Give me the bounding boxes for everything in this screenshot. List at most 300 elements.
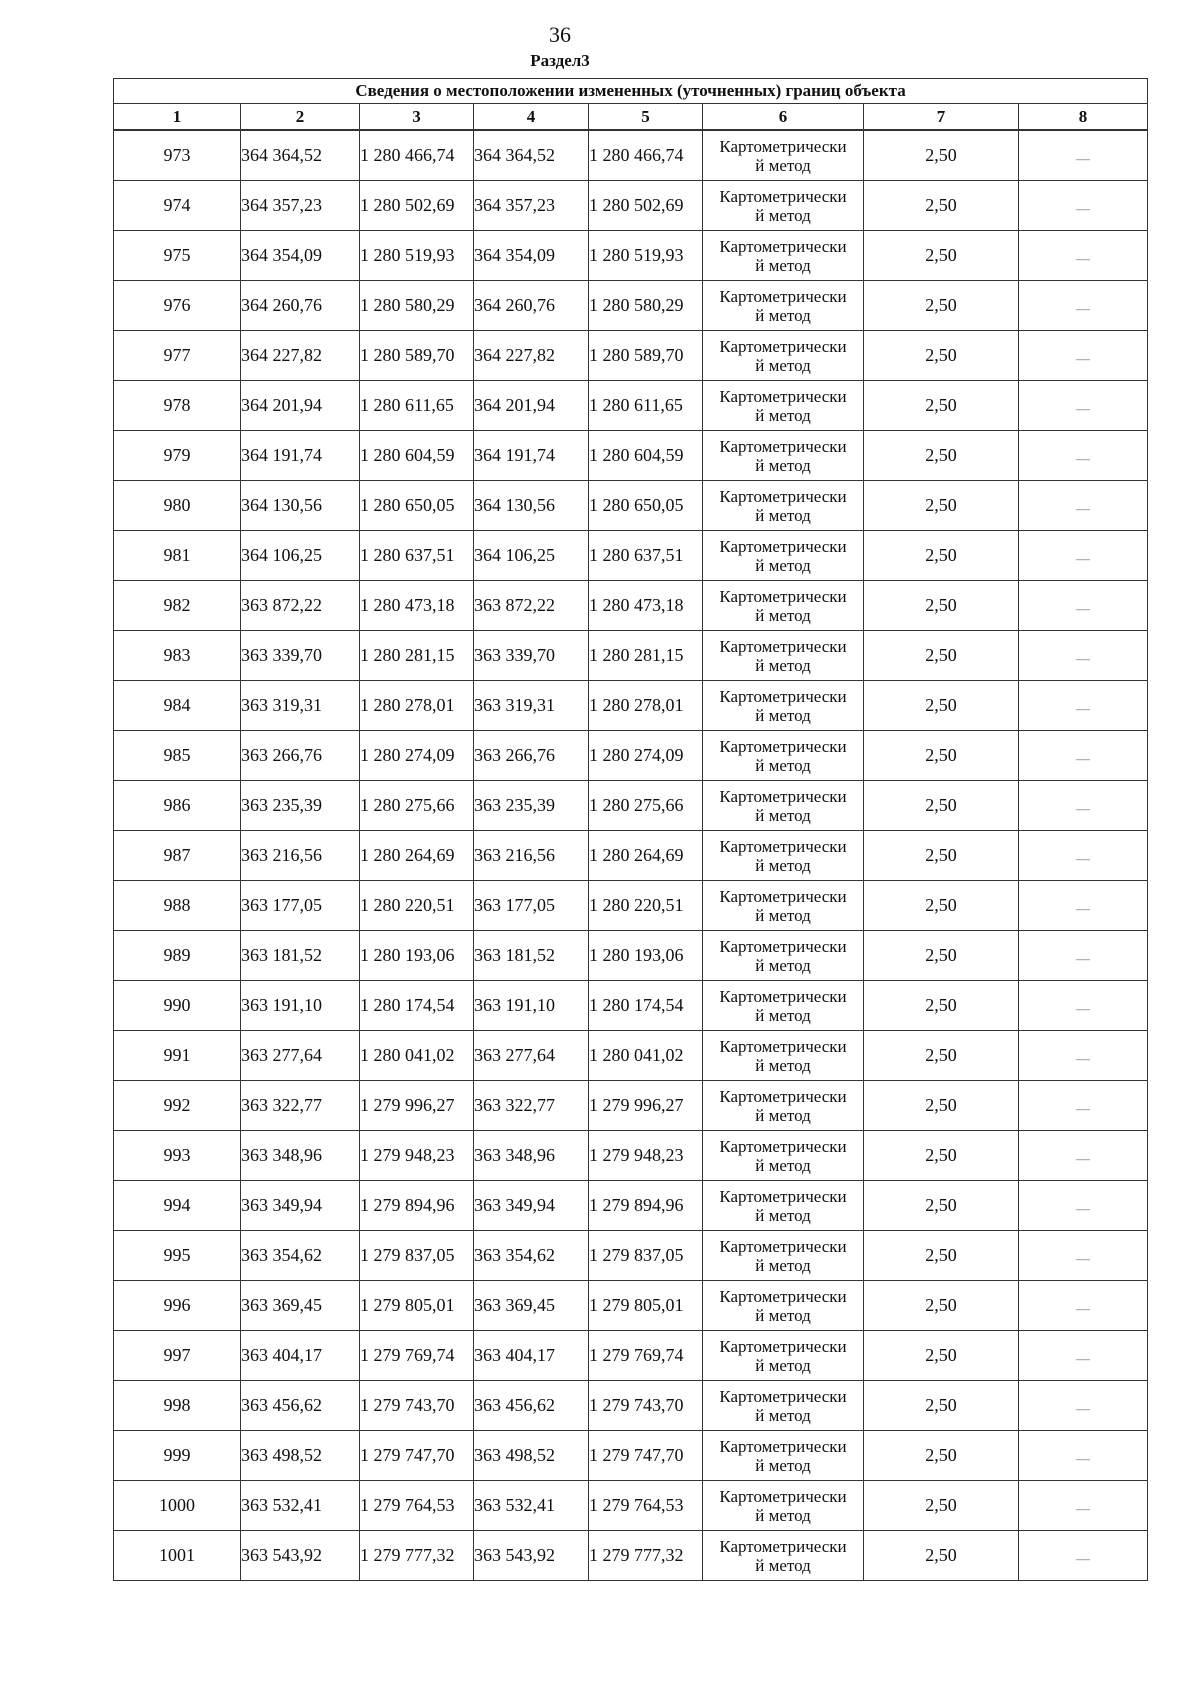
table-row: [114, 1331, 1148, 1381]
existing-x-cell: 364 357,23: [241, 181, 360, 231]
precision-cell: 2,50: [864, 1331, 1019, 1381]
note-dash: —: [1076, 501, 1091, 517]
existing-x-cell: 363 354,62: [241, 1231, 360, 1281]
note-dash: —: [1076, 701, 1091, 717]
table-row: [114, 1231, 1148, 1281]
method-cell: [703, 1231, 864, 1281]
method-line-2: й метод: [755, 905, 811, 925]
refined-x-cell: 363 348,96: [474, 1131, 589, 1181]
existing-y-cell: 1 280 611,65: [360, 381, 474, 431]
method-cell: [703, 1331, 864, 1381]
refined-y-cell: 1 280 580,29: [589, 281, 703, 331]
note-cell: [1019, 1131, 1148, 1181]
refined-y-cell: 1 280 281,15: [589, 631, 703, 681]
refined-x-cell: 364 357,23: [474, 181, 589, 231]
existing-y-cell: 1 280 502,69: [360, 181, 474, 231]
method-line-1: Картометрически: [719, 1486, 847, 1506]
point-number-cell: 994: [114, 1181, 241, 1231]
method-line-1: Картометрически: [719, 136, 847, 156]
method-cell: [703, 1181, 864, 1231]
refined-x-cell: 363 216,56: [474, 831, 589, 881]
method-line-2: й метод: [755, 955, 811, 975]
point-number-cell: 984: [114, 681, 241, 731]
refined-x-cell: 363 354,62: [474, 1231, 589, 1281]
method-line-1: Картометрически: [719, 1086, 847, 1106]
note-dash: —: [1076, 1451, 1091, 1467]
existing-y-cell: 1 279 837,05: [360, 1231, 474, 1281]
existing-y-cell: 1 280 274,09: [360, 731, 474, 781]
refined-y-cell: 1 280 650,05: [589, 481, 703, 531]
method-line-1: Картометрически: [719, 1386, 847, 1406]
refined-x-cell: 364 130,56: [474, 481, 589, 531]
refined-x-cell: 363 369,45: [474, 1281, 589, 1331]
point-number-cell: 995: [114, 1231, 241, 1281]
note-dash: —: [1076, 1151, 1091, 1167]
method-line-2: й метод: [755, 655, 811, 675]
point-number-cell: 989: [114, 931, 241, 981]
note-cell: [1019, 981, 1148, 1031]
refined-x-cell: 363 349,94: [474, 1181, 589, 1231]
table-row: [114, 981, 1148, 1031]
table-row: [114, 181, 1148, 231]
precision-cell: 2,50: [864, 831, 1019, 881]
precision-cell: 2,50: [864, 781, 1019, 831]
refined-y-cell: 1 279 743,70: [589, 1381, 703, 1431]
point-number-cell: 977: [114, 331, 241, 381]
note-cell: [1019, 1431, 1148, 1481]
table-row: [114, 231, 1148, 281]
note-cell: [1019, 431, 1148, 481]
precision-cell: 2,50: [864, 231, 1019, 281]
method-line-2: й метод: [755, 1505, 811, 1525]
refined-y-cell: 1 280 220,51: [589, 881, 703, 931]
note-cell: [1019, 381, 1148, 431]
table-row: [114, 1381, 1148, 1431]
method-cell: [703, 1281, 864, 1331]
note-cell: [1019, 1481, 1148, 1531]
method-line-1: Картометрически: [719, 736, 847, 756]
method-line-1: Картометрически: [719, 536, 847, 556]
refined-x-cell: 364 227,82: [474, 331, 589, 381]
point-number-cell: 998: [114, 1381, 241, 1431]
existing-x-cell: 363 456,62: [241, 1381, 360, 1431]
table-row: [114, 1181, 1148, 1231]
method-line-2: й метод: [755, 1005, 811, 1025]
refined-y-cell: 1 280 519,93: [589, 231, 703, 281]
note-cell: [1019, 281, 1148, 331]
method-cell: [703, 431, 864, 481]
precision-cell: 2,50: [864, 981, 1019, 1031]
note-dash: —: [1076, 801, 1091, 817]
existing-x-cell: 363 369,45: [241, 1281, 360, 1331]
existing-x-cell: 363 216,56: [241, 831, 360, 881]
refined-x-cell: 363 404,17: [474, 1331, 589, 1381]
method-line-1: Картометрически: [719, 236, 847, 256]
table-row: [114, 1131, 1148, 1181]
method-cell: [703, 681, 864, 731]
existing-y-cell: 1 279 894,96: [360, 1181, 474, 1231]
method-cell: [703, 731, 864, 781]
refined-x-cell: 363 532,41: [474, 1481, 589, 1531]
existing-x-cell: 363 339,70: [241, 631, 360, 681]
refined-y-cell: 1 280 473,18: [589, 581, 703, 631]
method-line-2: й метод: [755, 1155, 811, 1175]
method-cell: [703, 981, 864, 1031]
existing-y-cell: 1 279 743,70: [360, 1381, 474, 1431]
note-dash: —: [1076, 301, 1091, 317]
existing-y-cell: 1 280 264,69: [360, 831, 474, 881]
method-cell: [703, 1431, 864, 1481]
existing-x-cell: 364 130,56: [241, 481, 360, 531]
precision-cell: 2,50: [864, 631, 1019, 681]
precision-cell: 2,50: [864, 1381, 1019, 1431]
method-line-1: Картометрически: [719, 1036, 847, 1056]
note-cell: [1019, 181, 1148, 231]
refined-y-cell: 1 279 948,23: [589, 1131, 703, 1181]
point-number-cell: 986: [114, 781, 241, 831]
precision-cell: 2,50: [864, 881, 1019, 931]
method-line-1: Картометрически: [719, 836, 847, 856]
method-line-2: й метод: [755, 155, 811, 175]
note-cell: [1019, 1231, 1148, 1281]
method-cell: [703, 1531, 864, 1581]
method-line-2: й метод: [755, 505, 811, 525]
refined-x-cell: 364 364,52: [474, 130, 589, 181]
note-dash: —: [1076, 851, 1091, 867]
refined-x-cell: 363 177,05: [474, 881, 589, 931]
existing-y-cell: 1 280 174,54: [360, 981, 474, 1031]
precision-cell: 2,50: [864, 1181, 1019, 1231]
method-line-1: Картометрически: [719, 1236, 847, 1256]
point-number-cell: 997: [114, 1331, 241, 1381]
note-cell: [1019, 881, 1148, 931]
note-dash: —: [1076, 951, 1091, 967]
refined-x-cell: 363 319,31: [474, 681, 589, 731]
refined-x-cell: 363 456,62: [474, 1381, 589, 1431]
method-line-2: й метод: [755, 605, 811, 625]
note-cell: [1019, 1331, 1148, 1381]
method-line-1: Картометрически: [719, 1436, 847, 1456]
refined-x-cell: 363 235,39: [474, 781, 589, 831]
method-line-2: й метод: [755, 1105, 811, 1125]
method-cell: [703, 1481, 864, 1531]
table-body: [114, 130, 1148, 1581]
refined-y-cell: 1 280 275,66: [589, 781, 703, 831]
table-row: [114, 631, 1148, 681]
method-cell: [703, 531, 864, 581]
method-line-1: Картометрически: [719, 686, 847, 706]
point-number-cell: 991: [114, 1031, 241, 1081]
precision-cell: 2,50: [864, 581, 1019, 631]
note-dash: —: [1076, 451, 1091, 467]
refined-y-cell: 1 279 996,27: [589, 1081, 703, 1131]
point-number-cell: 983: [114, 631, 241, 681]
note-dash: —: [1076, 751, 1091, 767]
precision-cell: 2,50: [864, 1531, 1019, 1581]
point-number-cell: 999: [114, 1431, 241, 1481]
note-cell: [1019, 1381, 1148, 1431]
method-line-2: й метод: [755, 355, 811, 375]
table-row: [114, 381, 1148, 431]
existing-y-cell: 1 279 764,53: [360, 1481, 474, 1531]
existing-x-cell: 363 191,10: [241, 981, 360, 1031]
note-dash: —: [1076, 1501, 1091, 1517]
method-cell: [703, 781, 864, 831]
table-row: [114, 531, 1148, 581]
point-number-cell: 992: [114, 1081, 241, 1131]
refined-y-cell: 1 279 747,70: [589, 1431, 703, 1481]
method-line-1: Картометрически: [719, 1536, 847, 1556]
existing-x-cell: 364 227,82: [241, 331, 360, 381]
existing-y-cell: 1 280 275,66: [360, 781, 474, 831]
note-cell: [1019, 1281, 1148, 1331]
refined-y-cell: 1 280 264,69: [589, 831, 703, 881]
method-line-1: Картометрически: [719, 586, 847, 606]
method-line-2: й метод: [755, 705, 811, 725]
point-number-cell: 1000: [114, 1481, 241, 1531]
refined-y-cell: 1 279 805,01: [589, 1281, 703, 1331]
existing-x-cell: 364 201,94: [241, 381, 360, 431]
refined-x-cell: 363 872,22: [474, 581, 589, 631]
note-cell: [1019, 631, 1148, 681]
existing-y-cell: 1 280 637,51: [360, 531, 474, 581]
refined-x-cell: 363 498,52: [474, 1431, 589, 1481]
refined-x-cell: 363 266,76: [474, 731, 589, 781]
column-header-5: 5: [589, 104, 703, 131]
note-dash: —: [1076, 151, 1091, 167]
note-dash: —: [1076, 1051, 1091, 1067]
point-number-cell: 982: [114, 581, 241, 631]
note-cell: [1019, 231, 1148, 281]
method-line-2: й метод: [755, 255, 811, 275]
column-header-8: 8: [1019, 104, 1148, 131]
precision-cell: 2,50: [864, 931, 1019, 981]
refined-x-cell: 364 201,94: [474, 381, 589, 431]
existing-x-cell: 363 543,92: [241, 1531, 360, 1581]
precision-cell: 2,50: [864, 731, 1019, 781]
precision-cell: 2,50: [864, 431, 1019, 481]
note-dash: —: [1076, 201, 1091, 217]
method-cell: [703, 1131, 864, 1181]
existing-x-cell: 363 404,17: [241, 1331, 360, 1381]
method-cell: [703, 931, 864, 981]
method-line-1: Картометрически: [719, 936, 847, 956]
existing-x-cell: 363 498,52: [241, 1431, 360, 1481]
note-cell: [1019, 481, 1148, 531]
method-cell: [703, 1381, 864, 1431]
note-cell: [1019, 931, 1148, 981]
precision-cell: 2,50: [864, 331, 1019, 381]
table-row: [114, 130, 1148, 181]
note-dash: —: [1076, 651, 1091, 667]
table-caption: Сведения о местоположении измененных (уточненных) границ объекта: [114, 79, 1148, 104]
table-row: [114, 781, 1148, 831]
existing-y-cell: 1 280 580,29: [360, 281, 474, 331]
method-line-2: й метод: [755, 455, 811, 475]
column-header-6: 6: [703, 104, 864, 131]
method-cell: [703, 631, 864, 681]
existing-y-cell: 1 280 519,93: [360, 231, 474, 281]
existing-y-cell: 1 280 589,70: [360, 331, 474, 381]
precision-cell: 2,50: [864, 1231, 1019, 1281]
note-dash: —: [1076, 1251, 1091, 1267]
note-cell: [1019, 531, 1148, 581]
existing-y-cell: 1 279 996,27: [360, 1081, 474, 1131]
column-header-4: 4: [474, 104, 589, 131]
note-cell: [1019, 681, 1148, 731]
method-cell: [703, 231, 864, 281]
note-cell: [1019, 331, 1148, 381]
note-dash: —: [1076, 901, 1091, 917]
existing-x-cell: 364 106,25: [241, 531, 360, 581]
existing-y-cell: 1 280 278,01: [360, 681, 474, 731]
note-dash: —: [1076, 1401, 1091, 1417]
table-row: [114, 831, 1148, 881]
table-row: [114, 581, 1148, 631]
note-dash: —: [1076, 1301, 1091, 1317]
table-row: [114, 1531, 1148, 1581]
method-line-2: й метод: [755, 805, 811, 825]
refined-y-cell: 1 280 274,09: [589, 731, 703, 781]
existing-x-cell: 363 266,76: [241, 731, 360, 781]
note-cell: [1019, 130, 1148, 181]
method-line-1: Картометрически: [719, 1286, 847, 1306]
table-row: [114, 1281, 1148, 1331]
method-cell: [703, 381, 864, 431]
method-line-1: Картометрически: [719, 886, 847, 906]
boundary-coordinates-table: [113, 78, 1148, 1581]
precision-cell: 2,50: [864, 681, 1019, 731]
precision-cell: 2,50: [864, 130, 1019, 181]
method-line-1: Картометрически: [719, 786, 847, 806]
section-title: Раздел3: [530, 51, 590, 70]
existing-y-cell: 1 279 777,32: [360, 1531, 474, 1581]
point-number-cell: 973: [114, 130, 241, 181]
method-line-1: Картометрически: [719, 636, 847, 656]
table-row: [114, 1431, 1148, 1481]
refined-y-cell: 1 279 769,74: [589, 1331, 703, 1381]
point-number-cell: 1001: [114, 1531, 241, 1581]
precision-cell: 2,50: [864, 1081, 1019, 1131]
method-line-1: Картометрически: [719, 386, 847, 406]
note-cell: [1019, 581, 1148, 631]
refined-y-cell: 1 280 174,54: [589, 981, 703, 1031]
method-line-2: й метод: [755, 855, 811, 875]
note-dash: —: [1076, 401, 1091, 417]
existing-y-cell: 1 280 041,02: [360, 1031, 474, 1081]
existing-x-cell: 363 277,64: [241, 1031, 360, 1081]
table-row: [114, 281, 1148, 331]
method-line-2: й метод: [755, 1305, 811, 1325]
method-line-1: Картометрически: [719, 486, 847, 506]
existing-y-cell: 1 280 281,15: [360, 631, 474, 681]
refined-y-cell: 1 280 193,06: [589, 931, 703, 981]
precision-cell: 2,50: [864, 1031, 1019, 1081]
method-line-1: Картометрически: [719, 336, 847, 356]
method-line-2: й метод: [755, 205, 811, 225]
method-cell: [703, 881, 864, 931]
existing-y-cell: 1 280 466,74: [360, 130, 474, 181]
existing-x-cell: 363 349,94: [241, 1181, 360, 1231]
existing-y-cell: 1 280 650,05: [360, 481, 474, 531]
existing-x-cell: 363 181,52: [241, 931, 360, 981]
method-line-2: й метод: [755, 1205, 811, 1225]
column-header-7: 7: [864, 104, 1019, 131]
column-header-3: 3: [360, 104, 474, 131]
note-cell: [1019, 1531, 1148, 1581]
refined-y-cell: 1 280 466,74: [589, 130, 703, 181]
existing-x-cell: 363 532,41: [241, 1481, 360, 1531]
table-row: [114, 1081, 1148, 1131]
note-dash: —: [1076, 1001, 1091, 1017]
precision-cell: 2,50: [864, 1281, 1019, 1331]
existing-x-cell: 364 354,09: [241, 231, 360, 281]
note-dash: —: [1076, 601, 1091, 617]
note-dash: —: [1076, 251, 1091, 267]
point-number-cell: 978: [114, 381, 241, 431]
existing-y-cell: 1 280 193,06: [360, 931, 474, 981]
method-line-2: й метод: [755, 1405, 811, 1425]
note-dash: —: [1076, 1551, 1091, 1567]
point-number-cell: 988: [114, 881, 241, 931]
precision-cell: 2,50: [864, 181, 1019, 231]
refined-y-cell: 1 280 604,59: [589, 431, 703, 481]
method-cell: [703, 281, 864, 331]
precision-cell: 2,50: [864, 281, 1019, 331]
method-line-2: й метод: [755, 555, 811, 575]
refined-y-cell: 1 280 589,70: [589, 331, 703, 381]
refined-y-cell: 1 280 278,01: [589, 681, 703, 731]
precision-cell: 2,50: [864, 481, 1019, 531]
refined-y-cell: 1 279 777,32: [589, 1531, 703, 1581]
existing-y-cell: 1 279 769,74: [360, 1331, 474, 1381]
precision-cell: 2,50: [864, 1431, 1019, 1481]
precision-cell: 2,50: [864, 1131, 1019, 1181]
note-dash: —: [1076, 1201, 1091, 1217]
refined-x-cell: 363 543,92: [474, 1531, 589, 1581]
method-line-1: Картометрически: [719, 1336, 847, 1356]
note-dash: —: [1076, 1101, 1091, 1117]
existing-y-cell: 1 279 948,23: [360, 1131, 474, 1181]
table-row: [114, 881, 1148, 931]
page-number: 36: [549, 22, 571, 47]
table-row: [114, 331, 1148, 381]
existing-y-cell: 1 279 747,70: [360, 1431, 474, 1481]
existing-y-cell: 1 280 220,51: [360, 881, 474, 931]
existing-y-cell: 1 279 805,01: [360, 1281, 474, 1331]
point-number-cell: 979: [114, 431, 241, 481]
column-header-1: 1: [114, 104, 241, 131]
note-cell: [1019, 781, 1148, 831]
refined-x-cell: 363 191,10: [474, 981, 589, 1031]
refined-y-cell: 1 280 637,51: [589, 531, 703, 581]
note-dash: —: [1076, 351, 1091, 367]
point-number-cell: 974: [114, 181, 241, 231]
table-row: [114, 1031, 1148, 1081]
precision-cell: 2,50: [864, 531, 1019, 581]
method-line-1: Картометрически: [719, 186, 847, 206]
method-line-1: Картометрически: [719, 286, 847, 306]
table-row: [114, 431, 1148, 481]
table-row: [114, 1481, 1148, 1531]
existing-x-cell: 363 319,31: [241, 681, 360, 731]
refined-x-cell: 364 260,76: [474, 281, 589, 331]
existing-x-cell: 364 260,76: [241, 281, 360, 331]
column-header-2: 2: [241, 104, 360, 131]
method-cell: [703, 181, 864, 231]
existing-x-cell: 363 872,22: [241, 581, 360, 631]
refined-y-cell: 1 280 502,69: [589, 181, 703, 231]
